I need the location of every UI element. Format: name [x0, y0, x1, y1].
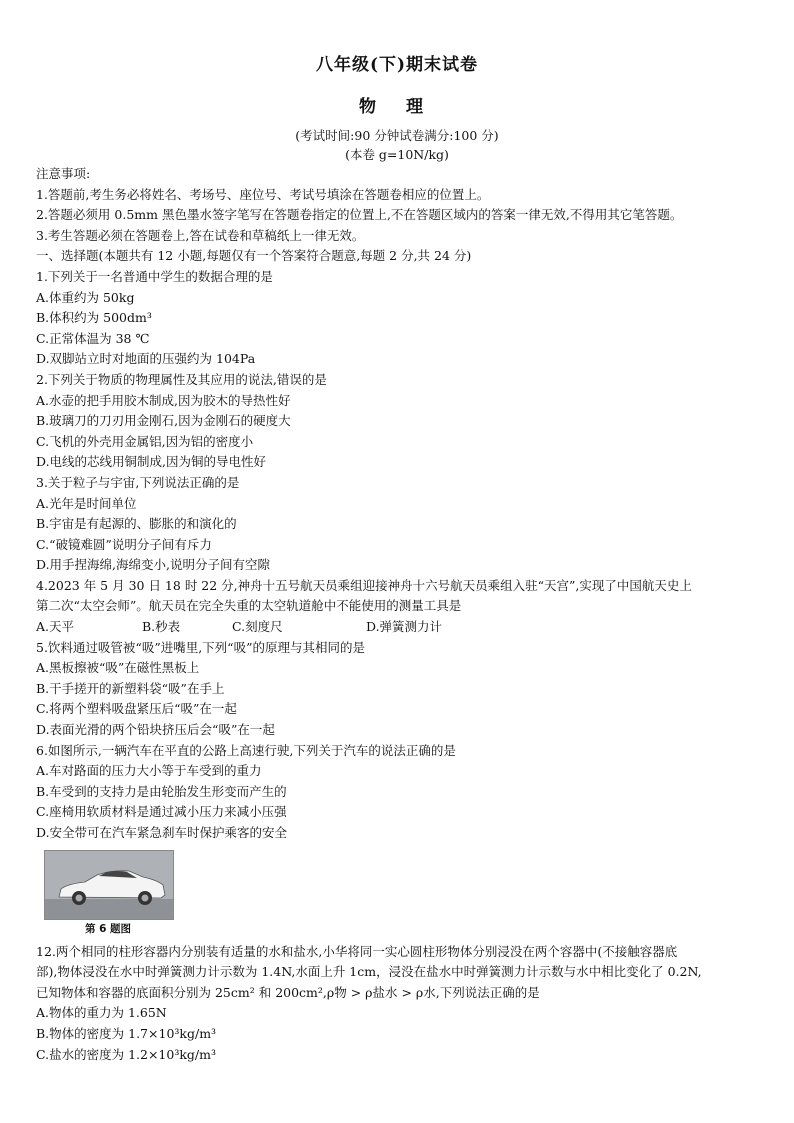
question-stem: 3.关于粒子与宇宙,下列说法正确的是 — [36, 474, 240, 490]
figure-caption: 第 6 题图 — [84, 922, 132, 935]
question-stem: 2.下列关于物质的物理属性及其应用的说法,错误的是 — [36, 371, 327, 387]
option: C.盐水的密度为 1.2×10³kg/m³ — [36, 1046, 216, 1062]
option: A.黑板擦被“吸”在磁性黑板上 — [36, 660, 200, 676]
note-item: 3.考生答题必须在答题卷上,答在试卷和草稿纸上一律无效。 — [36, 227, 365, 243]
option: C.座椅用软质材料是通过减小压力来减小压强 — [36, 804, 287, 820]
question-stem: 部),物体浸没在水中时弹簧测力计示数为 1.4N,水面上升 1cm，浸没在盐水中时弹簧测力计示数与水中相比变化了 0.2N, — [36, 964, 702, 980]
option: B.物体的密度为 1.7×10³kg/m³ — [36, 1025, 217, 1041]
note-item: 1.答题前,考生务必将姓名、考场号、座位号、考试号填涂在答题卷相应的位置上。 — [36, 186, 490, 202]
figure-q6 — [44, 850, 172, 936]
option: B.玻璃刀的刀刃用金刚石,因为金刚石的硬度大 — [36, 413, 291, 429]
option: A.物体的重力为 1.65N — [36, 1005, 167, 1021]
section-heading: 一、选择题(本题共有 12 小题,每题仅有一个答案符合题意,每题 2 分,共 24 分) — [36, 248, 472, 264]
note-item: 2.答题必须用 0.5mm 黑色墨水签字笔写在答题卷指定的位置上,不在答题区域内的答案一律无效,不得用其它笔答题。 — [36, 207, 683, 223]
question-stem: 5.饮料通过吸管被“吸”进嘴里,下列“吸”的原理与其相同的是 — [36, 639, 365, 655]
option: D.电线的芯线用铜制成,因为铜的导电性好 — [36, 454, 267, 470]
option: A.天平 — [36, 619, 75, 635]
option: D.安全带可在汽车紧急刹车时保护乘客的安全 — [36, 825, 288, 840]
option: B.宇宙是有起源的、膨胀的和演化的 — [36, 516, 237, 532]
question-stem: 已知物体和容器的底面积分别为 25cm² 和 200cm²,ρ物 > ρ盐水 > ρ水,下列说法正确的是 — [36, 984, 540, 1000]
subject-title: 物 理 — [359, 97, 435, 117]
notes-heading: 注意事项: — [36, 166, 91, 181]
exam-title: 八年级(下)期末试卷 — [315, 55, 479, 75]
option-row — [36, 617, 766, 638]
option: A.车对路面的压力大小等于车受到的重力 — [36, 763, 262, 779]
option: B.干手搓开的新塑料袋“吸”在手上 — [36, 680, 225, 696]
question-stem: 1.下列关于一名普通中学生的数据合理的是 — [36, 268, 273, 284]
question-stem: 第二次“太空会师”。航天员在完全失重的太空轨道舱中不能使用的测量工具是 — [36, 598, 462, 614]
exam-info: (考试时间:90 分钟试卷满分:100 分) — [295, 128, 499, 143]
question-stem: 12.两个相同的柱形容器内分别装有适量的水和盐水,小华将同一实心圆柱形物体分别浸没在两个容器中(不接触容器底 — [36, 943, 678, 959]
option: C.正常体温为 38 ℃ — [36, 330, 150, 346]
question-stem: 4.2023 年 5 月 30 日 18 时 22 分,神舟十五号航天员乘组迎接神舟十六号航天员乘组入驻“天宫”,实现了中国航天史上 — [36, 577, 692, 593]
option: D.弹簧测力计 — [366, 619, 443, 635]
exam-body — [36, 164, 766, 1065]
option: A.光年是时间单位 — [36, 495, 137, 511]
option: C.将两个塑料吸盘紧压后“吸”在一起 — [36, 701, 237, 717]
option: A.体重约为 50kg — [36, 289, 135, 305]
question-stem: 6.如图所示,一辆汽车在平直的公路上高速行驶,下列关于汽车的说法正确的是 — [36, 742, 456, 758]
option: B.车受到的支持力是由轮胎发生形变而产生的 — [36, 783, 287, 799]
option: C.飞机的外壳用金属铝,因为铝的密度小 — [36, 433, 254, 449]
car-icon — [45, 851, 173, 919]
option: D.用手捏海绵,海绵变小,说明分子间有空隙 — [36, 557, 270, 573]
option: C.刻度尺 — [232, 619, 283, 635]
option: D.表面光滑的两个铅块挤压后会“吸”在一起 — [36, 722, 275, 738]
option: B.体积约为 500dm³ — [36, 310, 152, 326]
option: D.双脚站立时对地面的压强约为 104Pa — [36, 351, 256, 367]
option: C.“破镜难圆”说明分子间有斥力 — [36, 536, 212, 552]
car-photo — [44, 850, 174, 920]
g-note: (本卷 g=10N/kg) — [345, 147, 449, 162]
option: B.秒表 — [142, 619, 181, 635]
option: A.水壶的把手用胶木制成,因为胶木的导热性好 — [36, 392, 291, 408]
